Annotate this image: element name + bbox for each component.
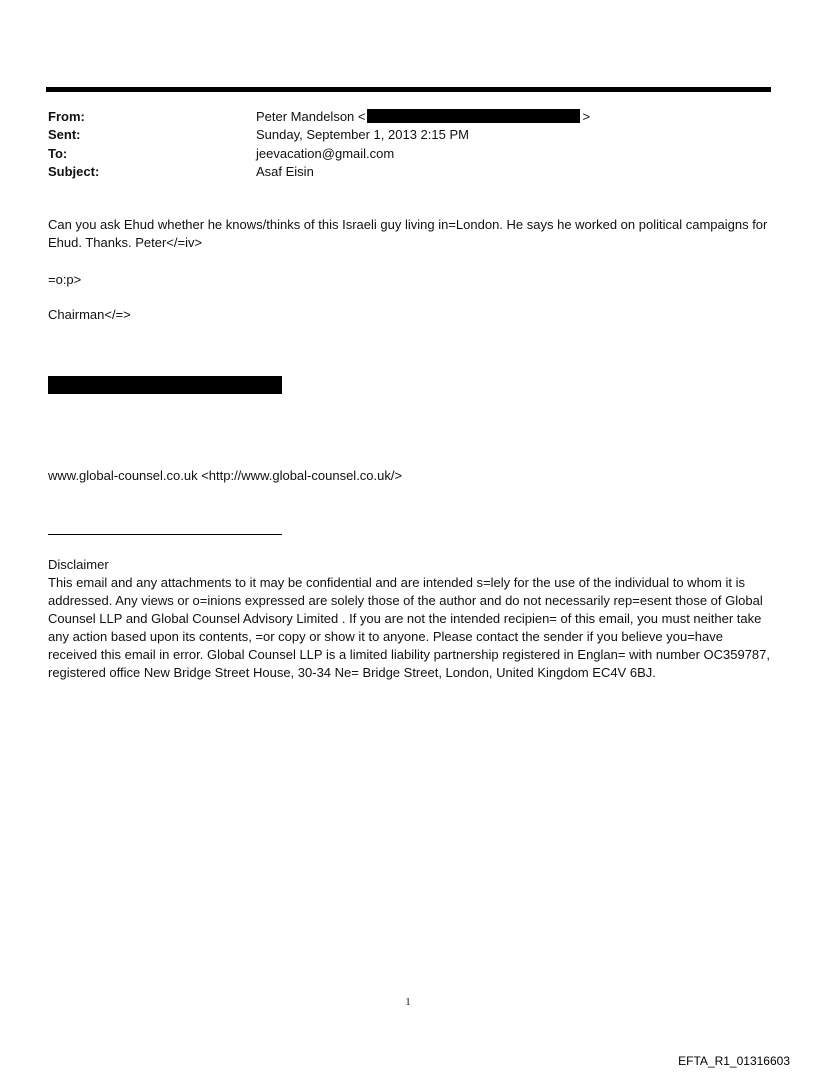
disclaimer-title: Disclaimer	[48, 557, 109, 572]
sent-row	[48, 126, 768, 145]
body-paragraph-1: Can you ask Ehud whether he knows/thinks of this Israeli guy living in=London. He says he worked on political campaigns for Ehud. Thanks. Peter</=iv>	[48, 217, 768, 250]
body-paragraph-2: =o:p>	[48, 272, 82, 287]
from-close-bracket: >	[582, 108, 591, 124]
sent-value: Sunday, September 1, 2013 2:15 PM	[256, 127, 469, 143]
from-label: From:	[48, 108, 85, 124]
redacted-signature-block	[48, 376, 282, 394]
header-rule	[46, 87, 771, 92]
to-row	[48, 144, 768, 163]
disclaimer-text: This email and any attachments to it may be confidential and are intended s=lely for the use of the individual to whom it is addressed. Any views or o=inions expressed are solely those of the author and do not necessarily rep=esent those of Global Counsel LLP and Global Counsel Advisory Limited . If you are not the intended recipien= of this email, you must neither take any action based upon its contents, =or copy or show it to anyone. Please contact the sender if you believe you=have received this email in error. Global Counsel LLP is a limited liability partnership registered in Englan= with number OC359787, registered office New Bridge Street House, 30-34 Ne= Bridge Street, London, United Kingdom EC4V 6BJ.	[48, 575, 770, 680]
subject-label: Subject:	[48, 164, 100, 180]
to-label: To:	[48, 145, 68, 161]
website-link: www.global-counsel.co.uk <http://www.global-counsel.co.uk/>	[48, 468, 403, 483]
bates-number: EFTA_R1_01316603	[678, 1054, 790, 1068]
from-value	[256, 109, 590, 124]
page-number: 1	[405, 996, 411, 1008]
subject-value: Asaf Eisin	[256, 164, 314, 180]
to-value: jeevacation@gmail.com	[256, 145, 395, 161]
email-header	[48, 107, 768, 181]
from-name: Peter Mandelson <	[256, 108, 366, 124]
redacted-email-address	[367, 109, 580, 123]
subject-row	[48, 163, 768, 182]
from-row	[48, 107, 768, 126]
disclaimer-rule	[48, 534, 282, 535]
sent-label: Sent:	[48, 127, 81, 143]
signature-title: Chairman</=>	[48, 307, 131, 322]
